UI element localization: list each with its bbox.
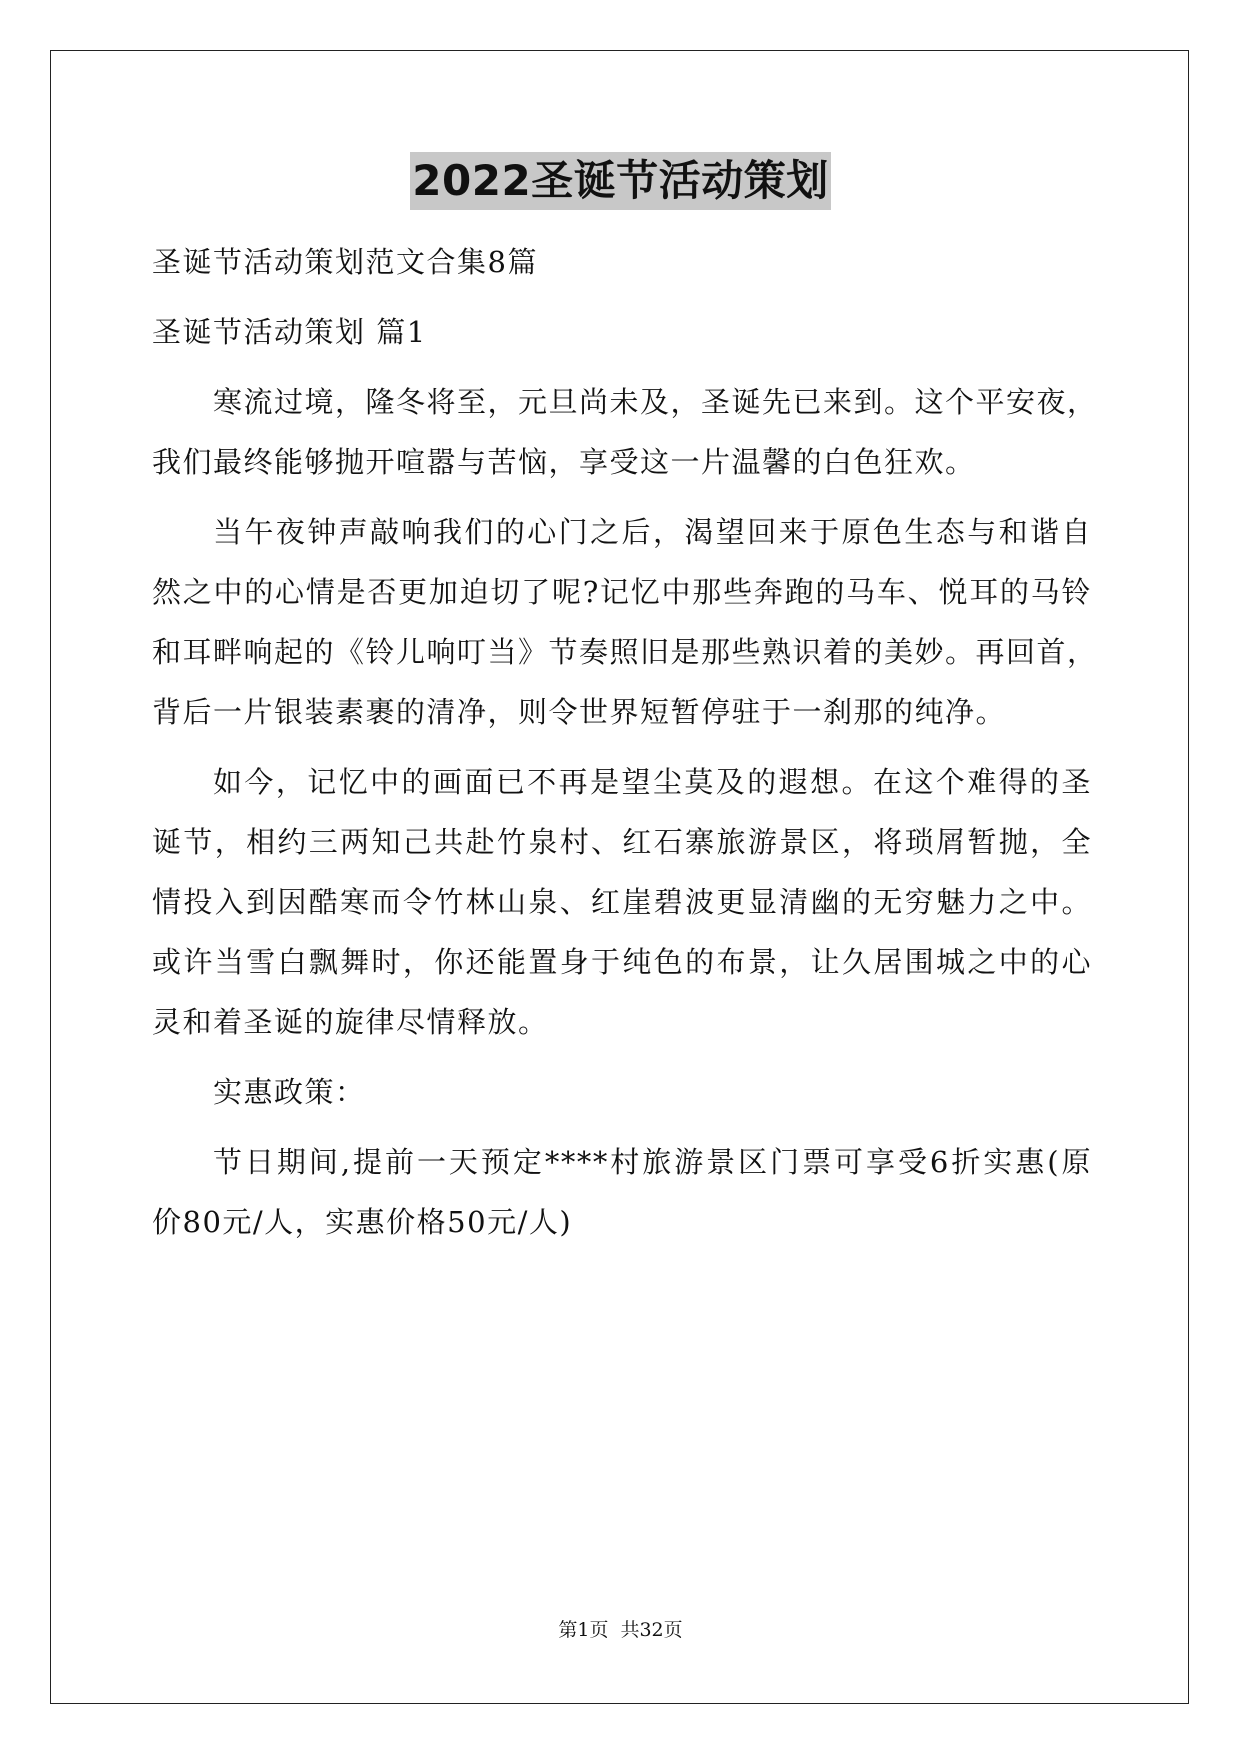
section-heading: 圣诞节活动策划 篇1 xyxy=(152,315,427,349)
paragraph-line: 如今，记忆中的画面已不再是望尘莫及的遐想。在这个难得的圣 xyxy=(213,765,1092,799)
page-total: 共32页 xyxy=(620,1619,683,1641)
paragraph-5 xyxy=(152,1132,1092,1252)
document-body xyxy=(152,232,1098,1262)
page-footer xyxy=(0,1615,1241,1642)
paragraph-line: 当午夜钟声敲响我们的心门之后，渴望回来于原色生态与和谐自 xyxy=(213,515,1092,549)
paragraph-line: 价80元/人，实惠价格50元/人) xyxy=(152,1205,573,1239)
paragraph-line: 情投入到因酷寒而令竹林山泉、红崖碧波更显清幽的无穷魅力之中。 xyxy=(152,885,1092,919)
paragraph-line: 然之中的心情是否更加迫切了呢?记忆中那些奔跑的马车、悦耳的马铃 xyxy=(152,575,1092,609)
paragraph-line: 或许当雪白飘舞时，你还能置身于纯色的布景，让久居围城之中的心 xyxy=(152,945,1092,979)
paragraph-line: 诞节，相约三两知己共赴竹泉村、红石寨旅游景区，将琐屑暂抛，全 xyxy=(152,825,1092,859)
paragraph-3 xyxy=(152,752,1092,1052)
paragraph-line: 我们最终能够抛开喧嚣与苦恼，享受这一片温馨的白色狂欢。 xyxy=(152,445,976,479)
paragraph-2 xyxy=(152,502,1098,742)
document-subtitle: 圣诞节活动策划范文合集8篇 xyxy=(152,245,538,279)
paragraph-line: 节日期间,提前一天预定****村旅游景区门票可享受6折实惠(原 xyxy=(213,1145,1092,1179)
title-container xyxy=(0,152,1241,210)
paragraph-line: 背后一片银装素裹的清净，则令世界短暂停驻于一刹那的纯净。 xyxy=(152,695,1007,729)
paragraph-line: 灵和着圣诞的旋律尽情释放。 xyxy=(152,1005,549,1039)
document-title: 2022圣诞节活动策划 xyxy=(410,152,830,210)
paragraph-line: 和耳畔响起的《铃儿响叮当》节奏照旧是那些熟识着的美妙。再回首， xyxy=(152,635,1098,669)
paragraph-1 xyxy=(152,372,1098,492)
paragraph-4 xyxy=(152,1062,1092,1122)
paragraph-line: 实惠政策： xyxy=(213,1075,366,1109)
paragraph-line: 寒流过境，隆冬将至，元旦尚未及，圣诞先已来到。这个平安夜， xyxy=(213,385,1098,419)
page-number: 第1页 xyxy=(558,1619,609,1641)
